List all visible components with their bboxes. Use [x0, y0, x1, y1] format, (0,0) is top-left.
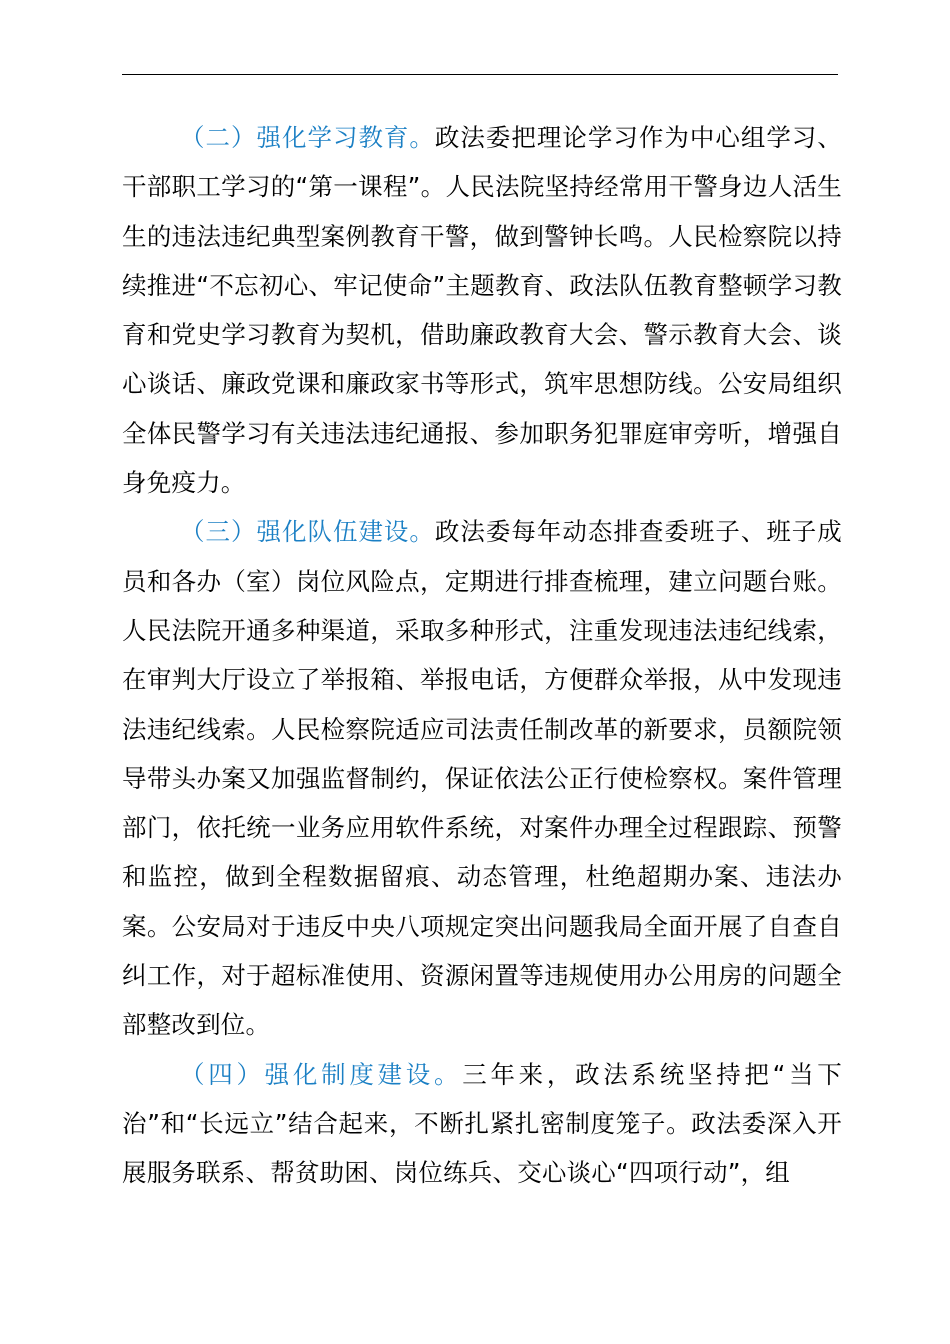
paragraph-text: 政法委每年动态排查委班子、班子成员和各办（室）岗位风险点，定期进行排查梳理，建立问题台账。人民法院开通多种渠道，采取多种形式，注重发现违法违纪线索，在审判大厅设立了举报箱、举报电话，方便群众举报，从中发现违法违纪线索。人民检察院适应司法责任制改革的新要求，员额院领导带头办案又加强监督制约，保证依法公正行使检察权。案件管理部门，依托统一业务应用软件系统，对案件办理全过程跟踪、预警和监控，做到全程数据留痕、动态管理，杜绝超期办案、违法办案。公安局对于违反中央八项规定突出问题我局全面开展了自查自纠工作，对于超标准使用、资源闲置等违规使用办公用房的问题全部整改到位。 [122, 517, 842, 1040]
section-heading-system-building: （四）强化制度建设。 [180, 1059, 463, 1089]
paragraph-team-building [122, 507, 842, 1049]
paragraph-text: 三年来，政法系统坚持把“当下治”和“长远立”结合起来，不断扎紧扎密制度笼子。政法委深入开展服务联系、帮贫助困、岗位练兵、交心谈心“四项行动”，组 [122, 1059, 842, 1188]
header-rule [122, 74, 838, 75]
paragraph-study-education [122, 113, 842, 507]
document-body [122, 113, 842, 1198]
paragraph-system-building [122, 1050, 842, 1198]
section-heading-study-education: （二）强化学习教育。 [180, 123, 435, 152]
section-heading-team-building: （三）强化队伍建设。 [180, 517, 435, 547]
paragraph-text: 政法委把理论学习作为中心组学习、干部职工学习的“第一课程”。人民法院坚持经常用干警身边人活生生的违法违纪典型案例教育干警，做到警钟长鸣。人民检察院以持续推进“不忘初心、牢记使命”主题教育、政法队伍教育整顿学习教育和党史学习教育为契机，借助廉政教育大会、警示教育大会、谈心谈话、廉政党课和廉政家书等形式，筑牢思想防线。公安局组织全体民警学习有关违法违纪通报、参加职务犯罪庭审旁听，增强自身免疫力。 [122, 123, 842, 498]
